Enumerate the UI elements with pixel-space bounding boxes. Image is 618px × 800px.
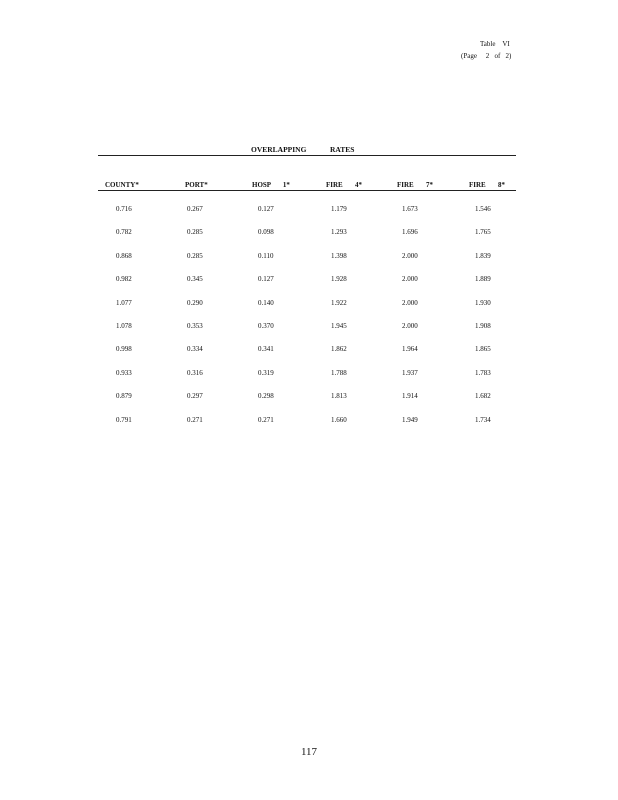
column-header: PORT* bbox=[185, 181, 208, 189]
table-cell: 0.316 bbox=[187, 368, 203, 377]
table-cell: 1.673 bbox=[402, 205, 418, 213]
column-header: FIRE 4* bbox=[326, 181, 362, 189]
table-cell: 1.783 bbox=[475, 368, 491, 377]
table-cell: 1.937 bbox=[402, 368, 418, 377]
table-cell: 1.398 bbox=[331, 251, 347, 260]
table-cell: 1.765 bbox=[475, 228, 491, 237]
table-cell: 0.319 bbox=[258, 368, 274, 377]
header-rule bbox=[98, 190, 516, 191]
table-cell: 1.949 bbox=[402, 415, 418, 424]
table-cell: 0.370 bbox=[258, 322, 274, 330]
table-cell: 0.140 bbox=[258, 298, 274, 307]
table-cell: 0.345 bbox=[187, 275, 203, 284]
table-cell: 1.813 bbox=[331, 392, 347, 401]
top-rule bbox=[98, 155, 516, 156]
column-header: HOSP 1* bbox=[252, 181, 290, 189]
table-cell: 0.791 bbox=[116, 415, 132, 424]
table-cell: 0.285 bbox=[187, 228, 203, 237]
table-cell: 0.353 bbox=[187, 322, 203, 330]
table-cell: 1.922 bbox=[331, 298, 347, 307]
table-cell: 0.879 bbox=[116, 392, 132, 401]
table-cell: 0.271 bbox=[187, 415, 203, 424]
table-cell: 1.839 bbox=[475, 251, 491, 260]
table-cell: 0.933 bbox=[116, 368, 132, 377]
table-cell: 1.682 bbox=[475, 392, 491, 401]
table-cell: 1.865 bbox=[475, 345, 491, 354]
table-cell: 1.964 bbox=[402, 345, 418, 354]
table-cell: 0.998 bbox=[116, 345, 132, 354]
column-header: COUNTY* bbox=[105, 181, 139, 189]
table-cell: 1.179 bbox=[331, 205, 347, 213]
table-cell: 1.788 bbox=[331, 368, 347, 377]
table-cell: 1.077 bbox=[116, 298, 132, 307]
table-cell: 1.734 bbox=[475, 415, 491, 424]
table-cell: 1.889 bbox=[475, 275, 491, 284]
column-header: FIRE 8* bbox=[469, 181, 505, 189]
table-cell: 2.000 bbox=[402, 298, 418, 307]
column-header: FIRE 7* bbox=[397, 181, 433, 189]
table-cell: 0.982 bbox=[116, 275, 132, 284]
table-cell: 0.290 bbox=[187, 298, 203, 307]
table-cell: 1.293 bbox=[331, 228, 347, 237]
table-cell: 1.660 bbox=[331, 415, 347, 424]
table-cell: 1.930 bbox=[475, 298, 491, 307]
table-cell: 1.914 bbox=[402, 392, 418, 401]
table-cell: 0.341 bbox=[258, 345, 274, 354]
table-cell: 1.908 bbox=[475, 322, 491, 330]
table-cell: 1.945 bbox=[331, 322, 347, 330]
table-cell: 1.928 bbox=[331, 275, 347, 284]
table-cell: 1.078 bbox=[116, 322, 132, 330]
table-cell: 1.696 bbox=[402, 228, 418, 237]
table-cell: 1.546 bbox=[475, 205, 491, 213]
table-label: Table VI bbox=[480, 40, 510, 48]
table-cell: 0.297 bbox=[187, 392, 203, 401]
page-of-label: (Page 2 of 2) bbox=[461, 52, 512, 60]
table-cell: 0.271 bbox=[258, 415, 274, 424]
table-cell: 0.285 bbox=[187, 251, 203, 260]
table-cell: 0.110 bbox=[258, 251, 274, 260]
table-cell: 0.267 bbox=[187, 205, 203, 213]
table-cell: 0.868 bbox=[116, 251, 132, 260]
table-cell: 2.000 bbox=[402, 251, 418, 260]
table-cell: 0.334 bbox=[187, 345, 203, 354]
table-cell: 2.000 bbox=[402, 322, 418, 330]
table-cell: 0.716 bbox=[116, 205, 132, 213]
table-cell: 0.298 bbox=[258, 392, 274, 401]
table-cell: 2.000 bbox=[402, 275, 418, 284]
table-title-word: RATES bbox=[330, 145, 355, 154]
table-cell: 0.127 bbox=[258, 205, 274, 213]
table-cell: 0.782 bbox=[116, 228, 132, 237]
table-cell: 1.862 bbox=[331, 345, 347, 354]
table-title-word: OVERLAPPING bbox=[251, 145, 307, 154]
table-cell: 0.127 bbox=[258, 275, 274, 284]
page-number: 117 bbox=[300, 746, 318, 758]
table-cell: 0.098 bbox=[258, 228, 274, 237]
